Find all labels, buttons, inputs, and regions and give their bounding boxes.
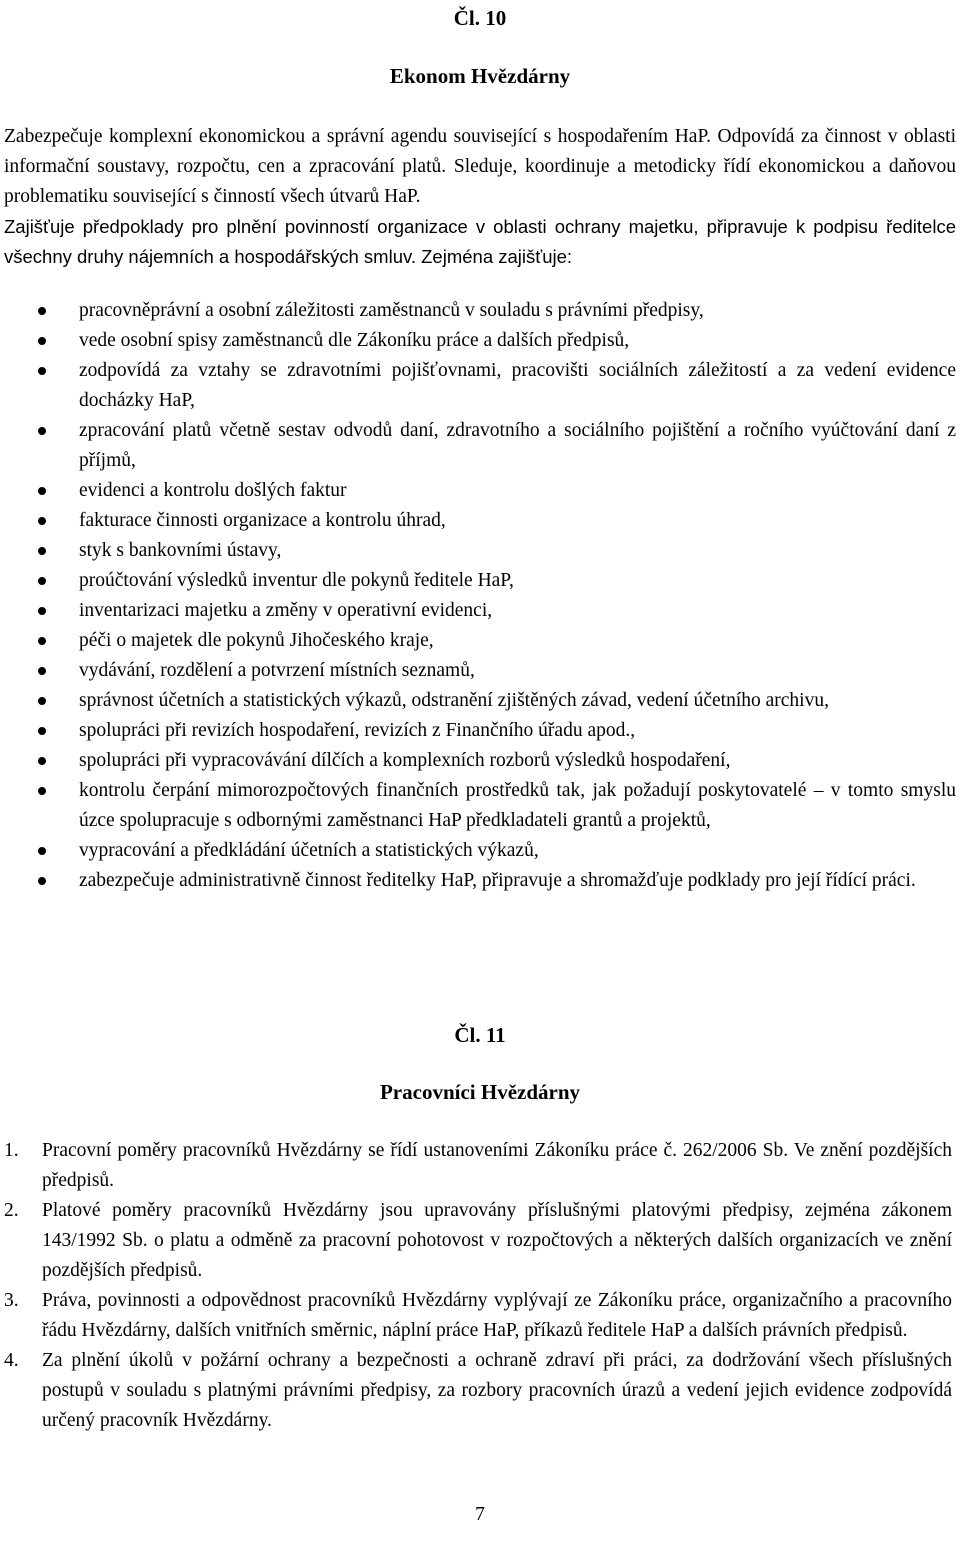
list-item-text: fakturace činnosti organizace a kontrolu úhrad, (79, 510, 446, 531)
article-11-title: Pracovníci Hvězdárny (379, 1080, 581, 1104)
article-11-numbered-list (0, 1136, 960, 1436)
list-item-text: vede osobní spisy zaměstnanců dle Zákoníku práce a dalších předpisů, (79, 330, 630, 351)
article-10-duties-list (0, 296, 960, 896)
list-item (0, 686, 956, 716)
bullet-icon (38, 847, 46, 855)
bullet-icon (38, 787, 46, 795)
list-item (0, 746, 956, 776)
bullet-icon (38, 487, 46, 495)
item-number: 2. (4, 1200, 19, 1221)
item-number: 3. (4, 1290, 19, 1311)
article-10-intro-part2: Zajišťuje předpoklady pro plnění povinností organizace v oblasti ochrany majetku, připravuje k podpisu ředitelce všechny druhy nájemních a hospodářských smluv. Zejména zajišťuje: (4, 216, 956, 267)
list-item-text: zabezpečuje administrativně činnost ředitelky HaP, připravuje a shromažďuje podklady pro její řídící práci. (79, 870, 916, 891)
list-item-text: inventarizaci majetku a změny v operativní evidenci, (79, 600, 493, 621)
list-item-text: evidenci a kontrolu došlých faktur (79, 480, 347, 501)
list-item (0, 656, 956, 686)
list-item (0, 626, 956, 656)
list-item-text: vydávání, rozdělení a potvrzení místních seznamů, (79, 660, 475, 681)
bullet-icon (38, 307, 46, 315)
list-item (0, 776, 956, 836)
article-10-number: Čl. 10 (453, 6, 507, 30)
item-text: Práva, povinnosti a odpovědnost pracovníků Hvězdárny vyplývají ze Zákoníku práce, organizačního a pracovního řádu Hvězdárny, dalších vnitřních směrnic, náplní práce HaP, příkazů ředitele HaP a dalších právních předpisů. (42, 1290, 952, 1341)
list-item-text: proúčtování výsledků inventur dle pokynů ředitele HaP, (79, 570, 514, 591)
bullet-icon (38, 577, 46, 585)
numbered-item (0, 1286, 952, 1346)
bullet-icon (38, 877, 46, 885)
list-item-text: pracovněprávní a osobní záležitosti zaměstnanců v souladu s právními předpisy, (79, 300, 704, 321)
list-item (0, 836, 956, 866)
bullet-icon (38, 697, 46, 705)
bullet-icon (38, 337, 46, 345)
list-item (0, 506, 956, 536)
bullet-icon (38, 517, 46, 525)
bullet-icon (38, 727, 46, 735)
numbered-item (0, 1136, 952, 1196)
article-11-number: Čl. 11 (454, 1023, 506, 1047)
list-item-text: spolupráci při vypracovávání dílčích a komplexních rozborů výsledků hospodaření, (79, 750, 731, 771)
numbered-item (0, 1196, 952, 1286)
item-number: 4. (4, 1350, 19, 1371)
list-item-text: kontrolu čerpání mimorozpočtových finančních prostředků tak, jak požadují poskytovatelé – v tomto smyslu úzce spolupracuje s odbornými zaměstnanci HaP předkladateli grantů a projektů, (79, 780, 956, 831)
list-item (0, 596, 956, 626)
bullet-icon (38, 607, 46, 615)
list-item-text: vypracování a předkládání účetních a statistických výkazů, (79, 840, 539, 861)
item-number: 1. (4, 1140, 19, 1161)
list-item (0, 326, 956, 356)
bullet-icon (38, 667, 46, 675)
list-item (0, 476, 956, 506)
item-text: Pracovní poměry pracovníků Hvězdárny se řídí ustanoveními Zákoníku práce č. 262/2006 Sb. Ve znění pozdějších předpisů. (42, 1140, 952, 1191)
numbered-item (0, 1346, 952, 1436)
bullet-icon (38, 427, 46, 435)
bullet-icon (38, 367, 46, 375)
list-item (0, 866, 956, 896)
list-item (0, 536, 956, 566)
bullet-icon (38, 637, 46, 645)
article-10-title: Ekonom Hvězdárny (389, 64, 571, 88)
item-text: Platové poměry pracovníků Hvězdárny jsou upravovány příslušnými platovými předpisy, zejména zákonem 143/1992 Sb. o platu a odměně za pracovní pohotovost v rozpočtových a některých dalších organizacích ve znění pozdějších předpisů. (42, 1200, 952, 1281)
item-text: Za plnění úkolů v požární ochrany a bezpečnosti a ochraně zdraví při práci, za dodržování všech příslušných postupů v souladu s platnými právními předpisy, za rozbory pracovních úrazů a vedení jejich evidence zodpovídá určený pracovník Hvězdárny. (42, 1350, 952, 1431)
page-number: 7 (475, 1504, 485, 1525)
article-10-intro-part1: Zabezpečuje komplexní ekonomickou a správní agendu související s hospodařením HaP. Odpovídá za činnost v oblasti informační soustavy, rozpočtu, cen a zpracování platů. Sleduje, koordinuje a metodicky řídí ekonomickou a daňovou problematiku související s činností všech útvarů HaP. (4, 126, 956, 207)
list-item (0, 296, 956, 326)
list-item (0, 716, 956, 746)
list-item-text: spolupráci při revizích hospodaření, revizích z Finančního úřadu apod., (79, 720, 636, 741)
list-item-text: zodpovídá za vztahy se zdravotními pojišťovnami, pracovišti sociálních záležitostí a za vedení evidence docházky HaP, (79, 360, 956, 411)
list-item (0, 566, 956, 596)
list-item-text: správnost účetních a statistických výkazů, odstranění zjištěných závad, vedení účetního archivu, (79, 690, 829, 711)
bullet-icon (38, 757, 46, 765)
list-item-text: péči o majetek dle pokynů Jihočeského kraje, (79, 630, 434, 651)
list-item (0, 356, 956, 416)
list-item-text: zpracování platů včetně sestav odvodů daní, zdravotního a sociálního pojištění a ročního vyúčtování daní z příjmů, (79, 420, 956, 471)
bullet-icon (38, 547, 46, 555)
list-item-text: styk s bankovními ústavy, (79, 540, 282, 561)
list-item (0, 416, 956, 476)
